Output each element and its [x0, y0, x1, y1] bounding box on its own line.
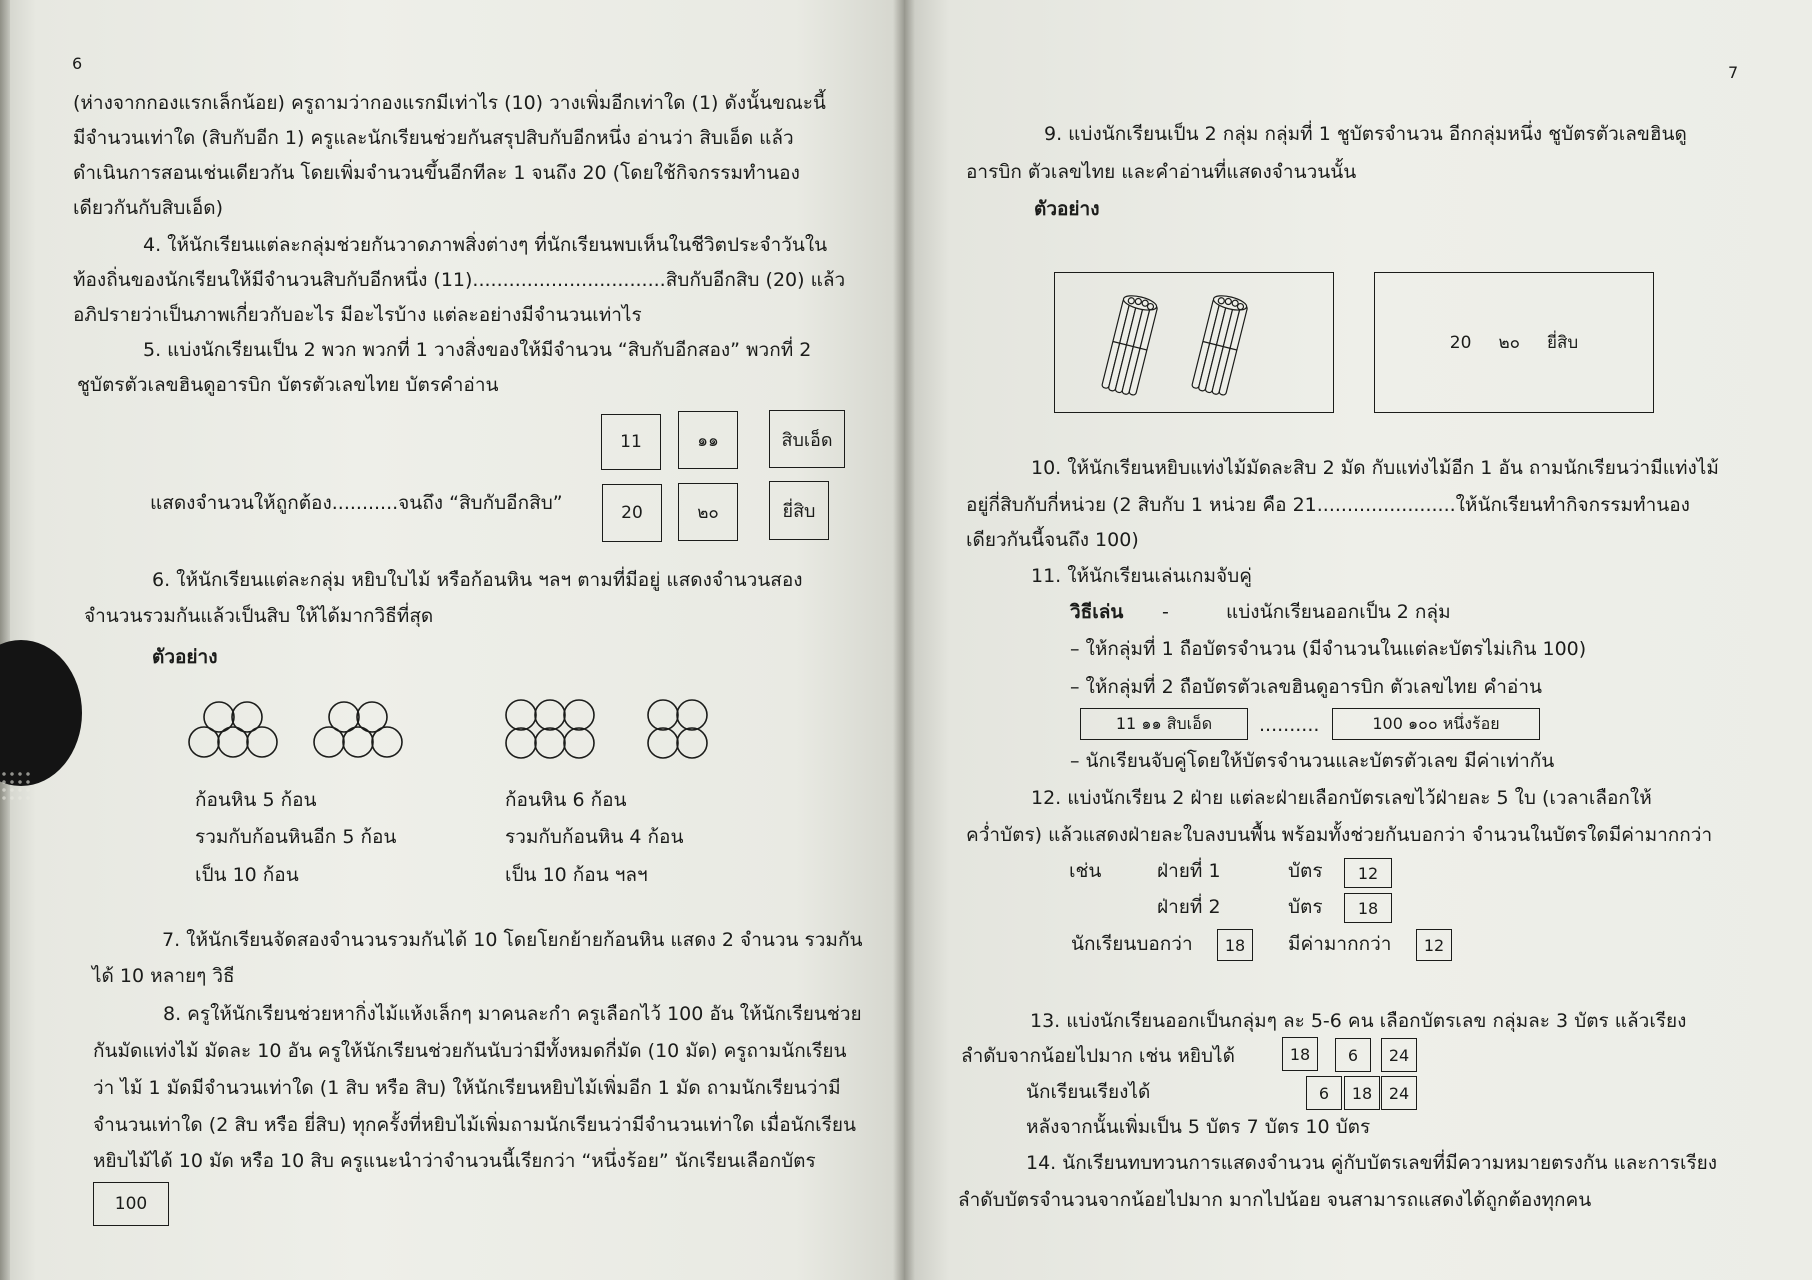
- example-number-card: 20 ๒๐ ยี่สิบ: [1374, 272, 1654, 413]
- game-card: 11 ๑๑ สิบเอ็ด: [1080, 708, 1248, 740]
- text-line: อภิปรายว่าเป็นภาพเกี่ยวกับอะไร มีอะไรบ้าง แต่ละอย่างมีจำนวนเท่าไร: [73, 304, 642, 326]
- card-label: บัตร: [1288, 896, 1323, 918]
- text-line: แสดงจำนวนให้ถูกต้อง...........จนถึง “สิบกับอีกสิบ”: [150, 492, 563, 514]
- number-card: 18: [1282, 1037, 1318, 1071]
- text-line: เช่น: [1069, 860, 1102, 882]
- number-card: 18: [1344, 893, 1392, 923]
- dash: -: [1162, 601, 1169, 623]
- number-card: 6: [1306, 1076, 1342, 1110]
- punch-hole: [0, 640, 82, 786]
- card-100: 100: [93, 1182, 169, 1226]
- text-line: กันมัดแท่งไม้ มัดละ 10 อัน ครูให้นักเรียนช่วยกันนับว่ามีทั้งหมดกี่มัด (10 มัด) ครูถามนักเรียน: [93, 1040, 847, 1062]
- text-line: 10. ให้นักเรียนหยิบแท่งไม้มัดละสิบ 2 มัด กับแท่งไม้อีก 1 อัน ถามนักเรียนว่ามีแท่งไม้: [1031, 457, 1719, 479]
- number-card: 24: [1381, 1076, 1417, 1110]
- stones-five-five: [185, 690, 425, 770]
- text-line: – นักเรียนจับคู่โดยให้บัตรจำนวนและบัตรตัวเลข มีค่าเท่ากัน: [1070, 750, 1555, 772]
- text-line: 6. ให้นักเรียนแต่ละกลุ่ม หยิบใบไม้ หรือก้อนหิน ฯลฯ ตามที่มีอยู่ แสดงจำนวนสอง: [152, 569, 803, 591]
- text-line: ลำดับจากน้อยไปมาก เช่น หยิบได้: [961, 1045, 1235, 1067]
- text-line: 9. แบ่งนักเรียนเป็น 2 กลุ่ม กลุ่มที่ 1 ชูบัตรจำนวน อีกกลุ่มหนึ่ง ชูบัตรตัวเลขฮินดู: [1044, 123, 1687, 145]
- number-card: 12: [1416, 929, 1452, 961]
- page-edge: [0, 0, 10, 1280]
- stone-caption: รวมกับก้อนหินอีก 5 ก้อน: [195, 826, 397, 848]
- text-line: ลำดับบัตรจำนวนจากน้อยไปมาก มากไปน้อย จนสามารถแสดงได้ถูกต้องทุกคน: [958, 1189, 1592, 1211]
- stone-caption: รวมกับก้อนหิน 4 ก้อน: [505, 826, 684, 848]
- text-line: เดียวกันกับสิบเอ็ด): [73, 197, 224, 219]
- text-line: 7. ให้นักเรียนจัดสองจำนวนรวมกันได้ 10 โดยโยกย้ายก้อนหิน แสดง 2 จำนวน รวมกัน: [162, 929, 863, 951]
- text-line: ชูบัตรตัวเลขฮินดูอารบิก บัตรตัวเลขไทย บัตรคำอ่าน: [77, 374, 499, 396]
- text-line: นักเรียนเรียงได้: [1026, 1081, 1151, 1103]
- card-word: สิบเอ็ด: [769, 410, 845, 468]
- page-number: 7: [1728, 63, 1739, 82]
- text-line: อารบิก ตัวเลขไทย และคำอ่านที่แสดงจำนวนนั้น: [966, 161, 1357, 183]
- card-thai: ๒๐: [678, 483, 738, 541]
- card-arabic: 11: [601, 414, 661, 470]
- text-line: ได้ 10 หลายๆ วิธี: [92, 965, 235, 987]
- text-line: มีค่ามากกว่า: [1288, 933, 1392, 955]
- text-line: 4. ให้นักเรียนแต่ละกลุ่มช่วยกันวาดภาพสิ่งต่างๆ ที่นักเรียนพบเห็นในชีวิตประจำวันใน: [143, 234, 828, 256]
- side-label: ฝ่ายที่ 2: [1157, 896, 1221, 918]
- left-page: [0, 0, 904, 1280]
- example-heading: ตัวอย่าง: [1034, 198, 1100, 220]
- number-card: 6: [1335, 1038, 1371, 1072]
- text-line: 12. แบ่งนักเรียน 2 ฝ่าย แต่ละฝ่ายเลือกบัตรเลขไว้ฝ่ายละ 5 ใบ (เวลาเลือกให้: [1031, 787, 1652, 809]
- card-word: ยี่สิบ: [769, 481, 829, 540]
- number-card: 12: [1344, 858, 1392, 888]
- dots: ..........: [1259, 714, 1320, 736]
- text-line: 5. แบ่งนักเรียนเป็น 2 พวก พวกที่ 1 วางสิ่งของให้มีจำนวน “สิบกับอีกสอง” พวกที่ 2: [143, 339, 812, 361]
- text-line: มีจำนวนเท่าใด (สิบกับอีก 1) ครูและนักเรียนช่วยกันสรุปสิบกับอีกหนึ่ง อ่านว่า สิบเอ็ด แล้ว: [73, 127, 794, 149]
- text-line: – ให้กลุ่มที่ 1 ถือบัตรจำนวน (มีจำนวนในแต่ละบัตรไม่เกิน 100): [1070, 638, 1587, 660]
- text-line: ดำเนินการสอนเช่นเดียวกัน โดยเพิ่มจำนวนขึ้นอีกทีละ 1 จนถึง 20 (โดยใช้กิจกรรมทำนอง: [73, 162, 800, 184]
- text-line: 11. ให้นักเรียนเล่นเกมจับคู่: [1031, 565, 1252, 587]
- stone-caption: ก้อนหิน 6 ก้อน: [505, 789, 627, 811]
- stone-caption: เป็น 10 ก้อน: [195, 864, 299, 886]
- page-number: 6: [72, 54, 83, 73]
- text-line: จำนวนรวมกันแล้วเป็นสิบ ให้ได้มากวิธีที่สุด: [84, 605, 434, 627]
- book-spine: [893, 0, 915, 1280]
- side-label: ฝ่ายที่ 1: [1157, 860, 1221, 882]
- card-label: บัตร: [1288, 860, 1323, 882]
- text-line: ว่า ไม้ 1 มัดมีจำนวนเท่าใด (1 สิบ หรือ สิบ) ให้นักเรียนหยิบไม้เพิ่มอีก 1 มัด ถามนักเรียนว่ามี: [93, 1077, 841, 1099]
- text-line: นักเรียนบอกว่า: [1071, 933, 1193, 955]
- number-card: 18: [1344, 1076, 1380, 1110]
- text-line: หลังจากนั้นเพิ่มเป็น 5 บัตร 7 บัตร 10 บัตร: [1026, 1116, 1371, 1138]
- text-line: หยิบไม้ได้ 10 มัด หรือ 10 สิบ ครูแนะนำว่าจำนวนนี้เรียกว่า “หนึ่งร้อย” นักเรียนเลือกบัตร: [93, 1150, 816, 1172]
- text-line: 14. นักเรียนทบทวนการแสดงจำนวน คู่กับบัตรเลขที่มีความหมายตรงกัน และการเรียง: [1026, 1152, 1718, 1174]
- text-line: 13. แบ่งนักเรียนออกเป็นกลุ่มๆ ละ 5-6 คน เลือกบัตรเลข กลุ่มละ 3 บัตร แล้วเรียง: [1030, 1010, 1687, 1032]
- stick-bundles-frame: [1054, 272, 1334, 413]
- stone-caption: ก้อนหิน 5 ก้อน: [195, 789, 317, 811]
- rules-heading: วิธีเล่น: [1070, 601, 1124, 623]
- right-page: [904, 0, 1812, 1280]
- example-heading: ตัวอย่าง: [152, 646, 218, 668]
- punch-hole-edge: [0, 770, 30, 800]
- text-line: (ห่างจากกองแรกเล็กน้อย) ครูถามว่ากองแรกมีเท่าไร (10) วางเพิ่มอีกเท่าใด (1) ดังนั้นขณะนี้: [73, 92, 826, 114]
- text-line: จำนวนเท่าใด (2 สิบ หรือ ยี่สิบ) ทุกครั้งที่หยิบไม้เพิ่มถามนักเรียนว่ามีจำนวนเท่าใด เมื่อนักเรียน: [93, 1114, 856, 1136]
- stick-bundles-illustration: [1055, 273, 1333, 412]
- number-card: 18: [1217, 929, 1253, 961]
- text-line: ท้องถิ่นของนักเรียนให้มีจำนวนสิบกับอีกหนึ่ง (11)................................สิบกับอีกสิบ (20) แล้ว: [73, 269, 846, 291]
- text-line: คว่ำบัตร) แล้วแสดงฝ่ายละใบลงบนพื้น พร้อมทั้งช่วยกันบอกว่า จำนวนในบัตรใดมีค่ามากกว่า: [966, 824, 1713, 846]
- text-line: อยู่กี่สิบกับกี่หน่วย (2 สิบกับ 1 หน่วย คือ 21.......................ให้นักเรียนทำกิจกรรมทำนอง: [966, 494, 1690, 516]
- text-line: แบ่งนักเรียนออกเป็น 2 กลุ่ม: [1226, 601, 1451, 623]
- card-arabic: 20: [602, 484, 662, 542]
- game-card: 100 ๑๐๐ หนึ่งร้อย: [1332, 708, 1540, 740]
- text-line: เดียวกันนี้จนถึง 100): [966, 529, 1139, 551]
- text-line: – ให้กลุ่มที่ 2 ถือบัตรตัวเลขฮินดูอารบิก ตัวเลขไทย คำอ่าน: [1070, 676, 1543, 698]
- stone-caption: เป็น 10 ก้อน ฯลฯ: [505, 864, 648, 886]
- stones-six-four: [500, 690, 720, 770]
- text-line: 8. ครูให้นักเรียนช่วยหากิ่งไม้แห้งเล็กๆ มาคนละกำ ครูเลือกไว้ 100 อัน ให้นักเรียนช่วย: [163, 1003, 862, 1025]
- number-card: 24: [1381, 1038, 1417, 1072]
- card-thai: ๑๑: [678, 411, 738, 469]
